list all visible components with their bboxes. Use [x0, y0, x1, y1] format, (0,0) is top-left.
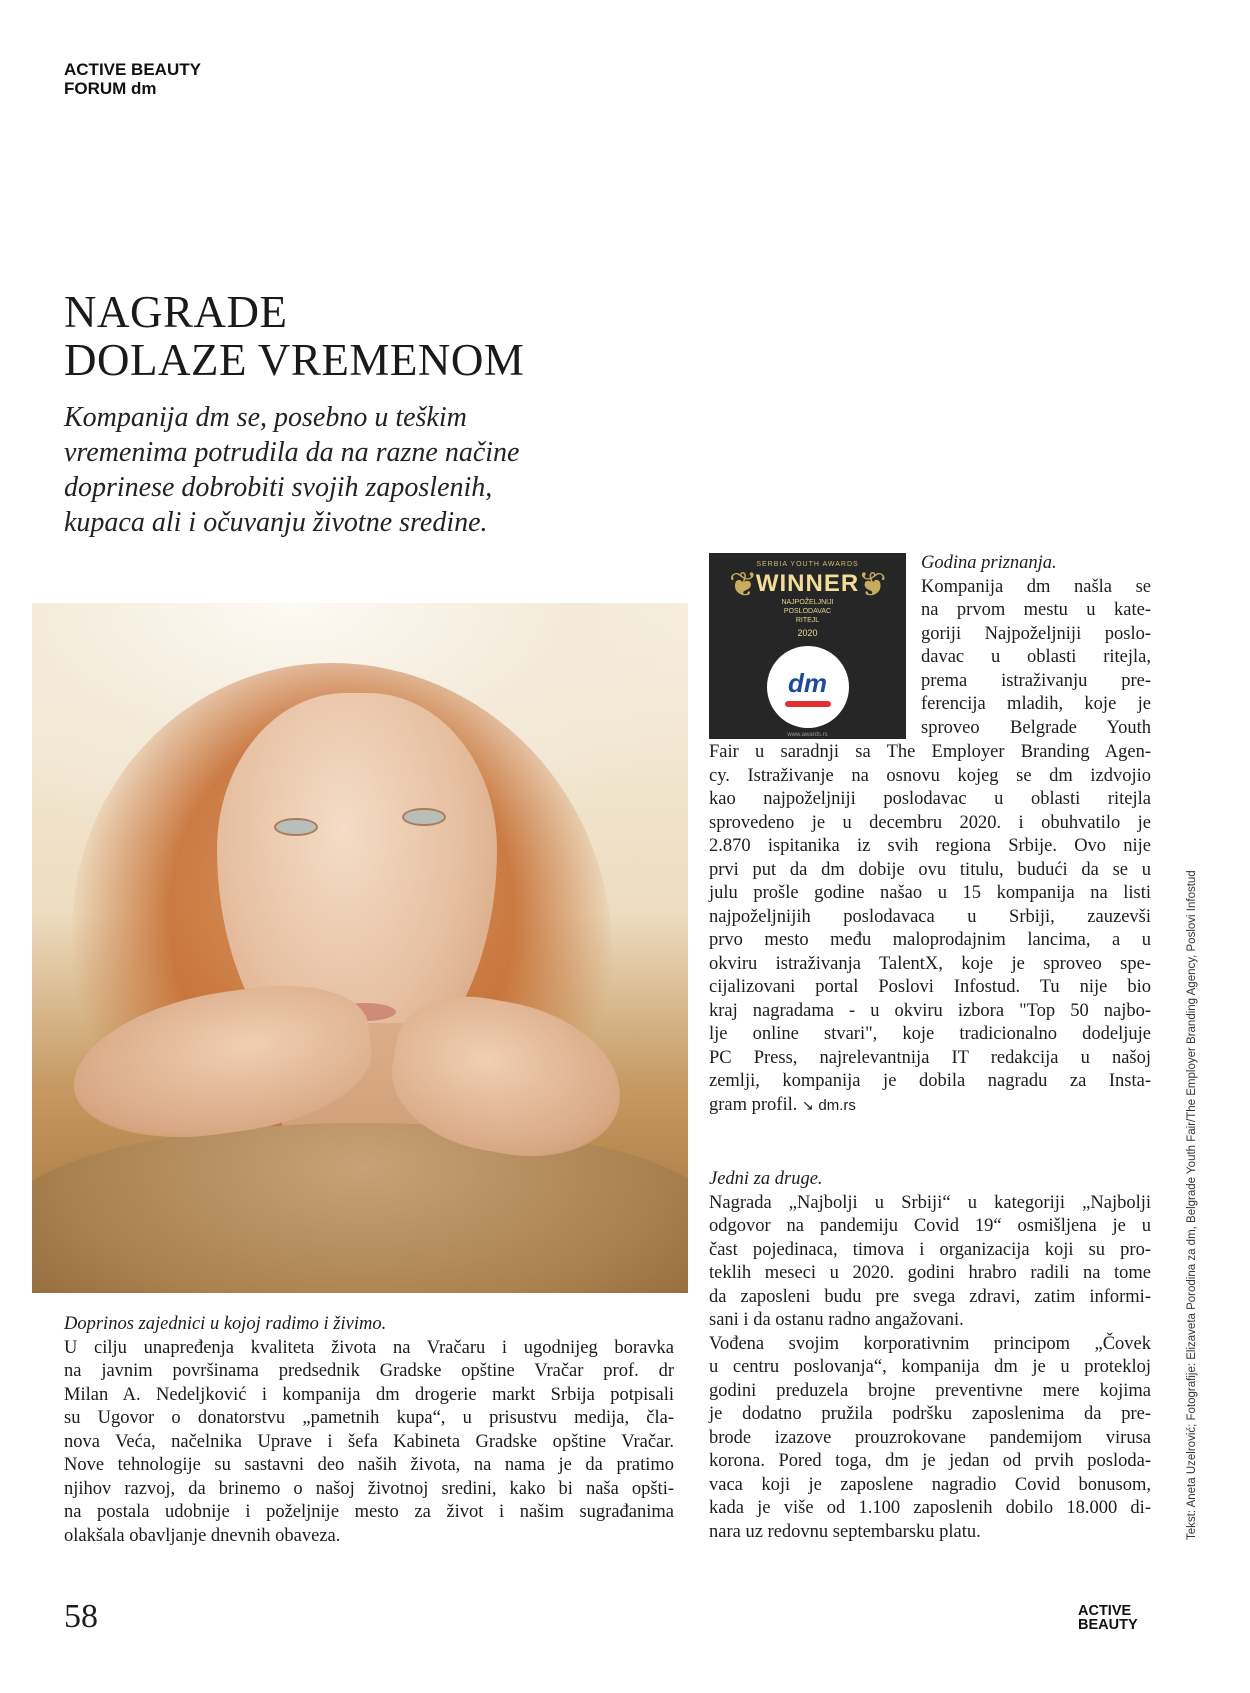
aside-line: cijalizovani portal Poslovi Infostud. Tu nije bio — [709, 977, 1151, 997]
award-url: www.awards.rs — [787, 732, 828, 738]
aside-line: goriji Najpoželjniji poslo- — [921, 623, 1151, 644]
footer-brand-line-2: BEAUTY — [1078, 1617, 1138, 1633]
aside-heading: Godina priznanja. — [921, 553, 1057, 573]
jedni-line: čast pojedinaca, timova i organizacija koji su pro- — [709, 1239, 1151, 1260]
page-number: 58 — [64, 1598, 98, 1635]
award-sub-text: RITEJL — [795, 617, 820, 624]
title-line-2: DOLAZE VREMENOM — [64, 335, 525, 385]
jedni-line: nara uz redovnu septembarsku platu. — [709, 1521, 981, 1542]
doprinos-heading: Doprinos zajednici u kojoj radimo i živimo. — [64, 1314, 387, 1334]
photo-sweater — [32, 1123, 688, 1293]
photo-eye — [402, 808, 446, 826]
aside-last-line — [709, 1094, 1151, 1118]
jedni-line: brode izazove prouzrokovane pandemijom virusa — [709, 1427, 1151, 1448]
aside-line: 2.870 ispitanika iz svih regiona Srbije. Ovo nije — [709, 836, 1151, 856]
dm-link-text: dm.rs — [818, 1096, 856, 1114]
aside-line: prvi put da dm dobije ovu titulu, budući da se u — [709, 859, 1151, 880]
photo-credit: Tekst: Aneta Uzelrović; Fotografije: Elizaveta Porodina za dm, Belgrade Youth Fair/The Employer Branding Agency, Poslovi Infostud — [1186, 870, 1198, 1540]
section-jedni-za-druge — [709, 1168, 1151, 1544]
aside-line: kraj nagradama - u okviru izbora "Top 50 najbo- — [709, 1000, 1151, 1021]
dm-logo-text: dm — [788, 668, 827, 698]
aside-line: najpoželjnijih poslodavaca u Srbiji, zauzevši — [709, 906, 1151, 927]
doprinos-line: olakšala obavljanje dnevnih obaveza. — [64, 1525, 341, 1546]
header-line-1: ACTIVE BEAUTY — [64, 60, 201, 79]
aside-line: kao najpoželjniji poslodavac u oblasti ritejla — [709, 789, 1151, 809]
doprinos-line: su Ugovor o donatorstvu „pametnih kupa“, u prisustvu medija, čla- — [64, 1408, 674, 1428]
aside-line: davac u oblasti ritejla, — [921, 647, 1151, 667]
jedni-line: da zaposleni budu pre svega zdravi, zatim informi- — [709, 1286, 1151, 1307]
aside-line: prema istraživanju pre- — [921, 670, 1151, 691]
aside-line: zemlji, kompanija je dobila nagradu za Insta- — [709, 1071, 1151, 1091]
jedni-line: odgovor na pandemiju Covid 19“ osmišljena je u — [709, 1216, 1151, 1236]
jedni-line: kada je više od 1.100 zaposlenih dobilo 18.000 di- — [709, 1498, 1151, 1518]
aside-line: julu prošle godine našao u 15 kompanija na listi — [709, 883, 1151, 903]
magazine-header — [64, 60, 201, 98]
jedni-line: je dodatno pružila podršku zaposlenima da pre- — [709, 1404, 1151, 1424]
lead-line: doprinese dobrobiti svojih zaposlenih, — [64, 472, 493, 503]
doprinos-line: Milan A. Nedeljković i kompanija dm drogerie markt Srbija potpisali — [64, 1384, 674, 1405]
aside-line: sproveo Belgrade Youth — [921, 717, 1151, 738]
aside-last-text: gram profil. — [709, 1094, 798, 1115]
aside-line: ferencija mladih, koje je — [921, 694, 1151, 714]
laurel-icon: ❦ — [729, 566, 758, 604]
aside-line: Kompanija dm našla se — [921, 576, 1151, 597]
title-line-1: NAGRADE — [64, 287, 288, 337]
photo-eye — [274, 818, 318, 836]
doprinos-line: nova Veća, načelnika Uprave i šefa Kabineta Gradske opštine Vračar. — [64, 1431, 674, 1452]
article-lead — [64, 400, 604, 540]
award-sub-text: NAJPOŽELJNIJI — [781, 599, 834, 606]
doprinos-line: Nove tehnologije su sastavni deo naših života, na nama je da pratimo — [64, 1455, 674, 1475]
doprinos-line: na postala udobnije i poželjnije mesto za život i našim sugrađanima — [64, 1502, 674, 1522]
article-title — [64, 288, 524, 384]
aside-continuation — [709, 741, 1151, 1117]
header-line-2: FORUM dm — [64, 79, 157, 98]
footer-brand-line-1: ACTIVE — [1078, 1603, 1132, 1619]
award-year: 2020 — [797, 628, 818, 638]
aside-line: sprovedeno je u decembru 2020. i obuhvatilo je — [709, 812, 1151, 833]
dm-logo-icon — [767, 646, 849, 728]
aside-line: cy. Istraživanje na osnovu kojeg se dm izdvojio — [709, 765, 1151, 786]
portrait-photo — [32, 603, 688, 1293]
jedni-line: u centru poslovanja“, kompanija dm je u protekloj — [709, 1357, 1151, 1377]
aside-line: prvo mesto među maloprodajnim lancima, a u — [709, 930, 1151, 950]
award-image — [709, 553, 906, 739]
jedni-heading: Jedni za druge. — [709, 1169, 823, 1189]
jedni-line: teklih meseci u 2020. godini hrabro radili na tome — [709, 1263, 1151, 1283]
jedni-line: vaca koji je zaposlene nagradio Covid bonusom, — [709, 1474, 1151, 1495]
lead-line: kupaca ali i očuvanju životne sredine. — [64, 507, 488, 538]
jedni-line: sani i da ostanu radno angažovani. — [709, 1310, 964, 1330]
lead-line: vremenima potrudila da na razne načine — [64, 437, 520, 468]
jedni-line: godini preduzela brojne preventivne mere kojima — [709, 1380, 1151, 1401]
aside-line: PC Press, najrelevantnija IT redakcija u našoj — [709, 1047, 1151, 1068]
aside-godina-priznanja — [921, 552, 1151, 740]
aside-line: okviru istraživanja TalentX, koje je sproveo spe- — [709, 953, 1151, 974]
aside-line: lje online stvari", koje tradicionalno dodeljuje — [709, 1024, 1151, 1044]
doprinos-line: U cilju unapređenja kvaliteta života na Vračaru i ugodnijeg boravka — [64, 1337, 674, 1358]
doprinos-line: na javnim površinama predsednik Gradske opštine Vračar prof. dr — [64, 1361, 674, 1381]
lead-line: Kompanija dm se, posebno u teškim — [64, 402, 467, 433]
jedni-line: korona. Pored toga, dm je jedan od prvih posloda- — [709, 1451, 1151, 1471]
laurel-icon: ❦ — [857, 566, 886, 604]
aside-line: na prvom mestu u kate- — [921, 600, 1151, 620]
arrow-link-icon: ↘ — [802, 1096, 814, 1113]
footer-brand — [1078, 1604, 1138, 1632]
award-small-text: SERBIA YOUTH AWARDS — [756, 561, 859, 568]
award-sub-text: POSLODAVAC — [783, 608, 832, 615]
dm-link[interactable] — [802, 1095, 856, 1115]
jedni-line: Nagrada „Najbolji u Srbiji“ u kategoriji „Najbolji — [709, 1192, 1151, 1213]
aside-line: Fair u saradnji sa The Employer Branding Agen- — [709, 742, 1151, 762]
section-doprinos — [64, 1313, 674, 1548]
doprinos-line: njihov razvoj, da brinemo o našoj životnoj sredini, kako bi naša opšti- — [64, 1478, 674, 1499]
dm-logo-swoosh — [785, 701, 831, 707]
jedni-line: Vođena svojim korporativnim principom „Čovek — [709, 1333, 1151, 1354]
award-winner-text: WINNER — [755, 570, 860, 597]
